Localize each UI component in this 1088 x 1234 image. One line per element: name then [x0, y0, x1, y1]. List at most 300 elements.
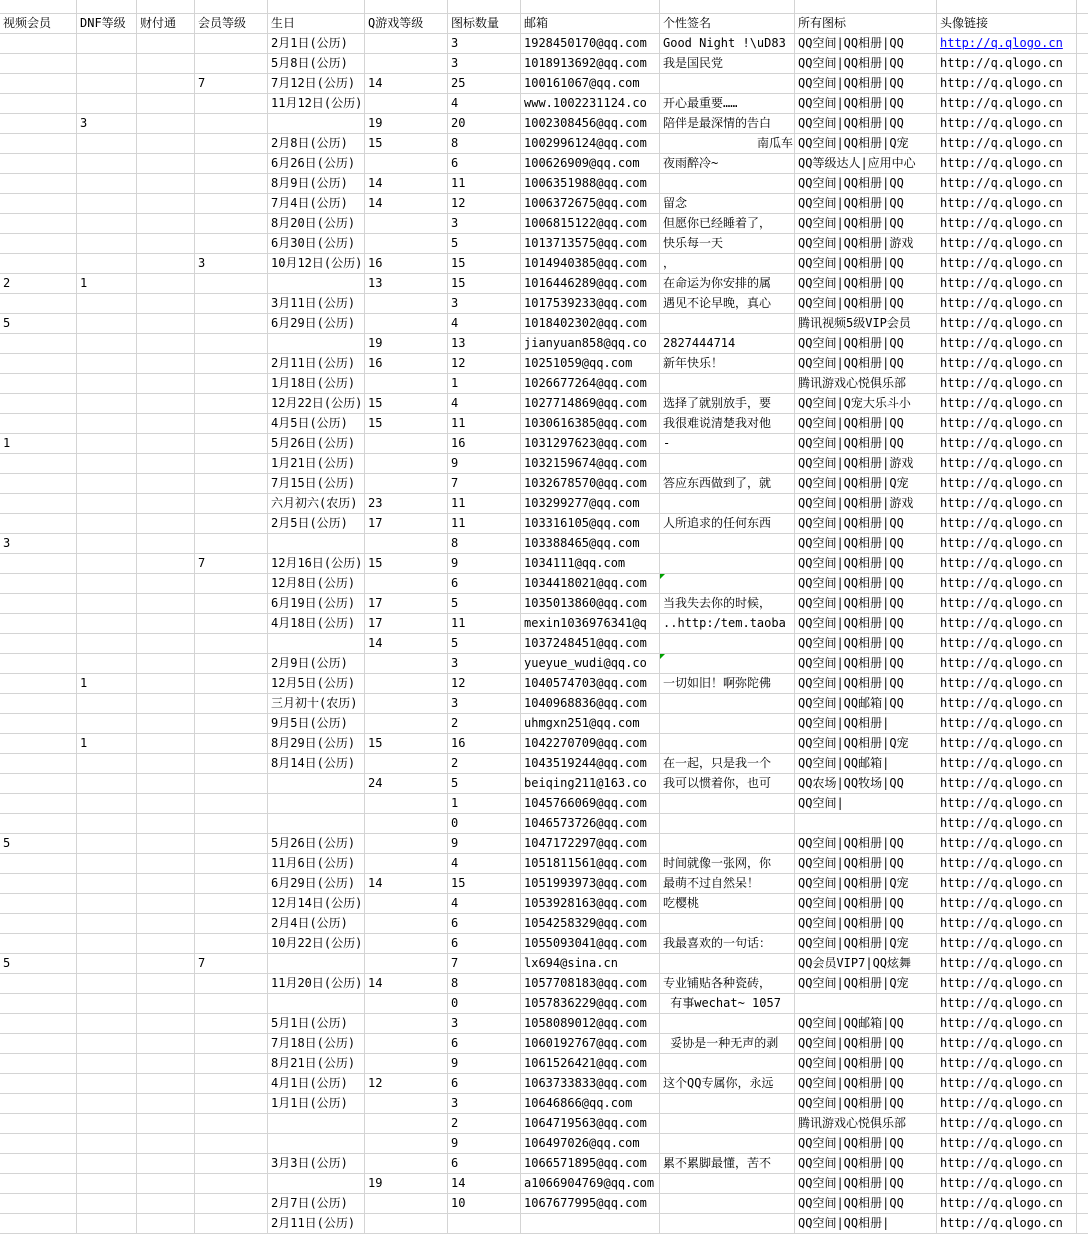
cell-email[interactable]: www.1002231124.co [521, 94, 660, 113]
cell-all-icons[interactable]: QQ空间|QQ相册|QQ [795, 1154, 937, 1173]
empty-cell-icon-count[interactable] [448, 0, 521, 13]
cell-birthday[interactable] [268, 814, 365, 833]
cell-all-icons[interactable]: QQ空间|QQ相册|QQ [795, 1194, 937, 1213]
cell-icon-count[interactable]: 2 [448, 754, 521, 773]
empty-cell-birthday[interactable] [268, 0, 365, 13]
cell-tenpay[interactable] [137, 454, 195, 473]
cell-qgame-level[interactable] [365, 1014, 448, 1033]
cell-avatar-link[interactable]: http://q.qlogo.cn [937, 434, 1077, 453]
cell-all-icons[interactable]: 腾讯视频5级VIP会员 [795, 314, 937, 333]
cell-avatar-link[interactable]: http://q.qlogo.cn [937, 654, 1077, 673]
cell-member-level[interactable] [195, 434, 268, 453]
cell-qgame-level[interactable] [365, 794, 448, 813]
column-header-member-level[interactable]: 会员等级 [195, 14, 268, 33]
cell-video-vip[interactable] [0, 294, 77, 313]
cell-signature[interactable]: 但愿你已经睡着了， [660, 214, 795, 233]
cell-video-vip[interactable] [0, 654, 77, 673]
cell-all-icons[interactable]: QQ空间|QQ相册|Q宠 [795, 874, 937, 893]
cell-avatar-link[interactable]: http://q.qlogo.cn [937, 1114, 1077, 1133]
cell-video-vip[interactable] [0, 1114, 77, 1133]
cell-member-level[interactable] [195, 654, 268, 673]
cell-signature[interactable] [660, 1014, 795, 1033]
cell-all-icons[interactable]: QQ会员VIP7|QQ炫舞 [795, 954, 937, 973]
cell-tenpay[interactable] [137, 154, 195, 173]
cell-tenpay[interactable] [137, 534, 195, 553]
cell-all-icons[interactable]: QQ空间|QQ相册|QQ [795, 1074, 937, 1093]
cell-dnf-level[interactable] [77, 554, 137, 573]
cell-dnf-level[interactable] [77, 794, 137, 813]
cell-icon-count[interactable]: 12 [448, 354, 521, 373]
cell-icon-count[interactable]: 5 [448, 594, 521, 613]
cell-video-vip[interactable] [0, 894, 77, 913]
cell-dnf-level[interactable] [77, 234, 137, 253]
cell-video-vip[interactable] [0, 74, 77, 93]
cell-birthday[interactable]: 7月12日(公历) [268, 74, 365, 93]
cell-video-vip[interactable] [0, 614, 77, 633]
cell-birthday[interactable]: 2月9日(公历) [268, 654, 365, 673]
cell-member-level[interactable] [195, 934, 268, 953]
cell-all-icons[interactable]: QQ空间| [795, 794, 937, 813]
cell-member-level[interactable] [195, 114, 268, 133]
cell-video-vip[interactable] [0, 514, 77, 533]
cell-member-level[interactable] [195, 494, 268, 513]
cell-birthday[interactable]: 六月初六(农历) [268, 494, 365, 513]
cell-icon-count[interactable]: 11 [448, 614, 521, 633]
cell-video-vip[interactable] [0, 734, 77, 753]
cell-member-level[interactable] [195, 374, 268, 393]
cell-avatar-link[interactable]: http://q.qlogo.cn [937, 294, 1077, 313]
cell-tenpay[interactable] [137, 734, 195, 753]
cell-birthday[interactable] [268, 114, 365, 133]
cell-video-vip[interactable] [0, 714, 77, 733]
cell-tenpay[interactable] [137, 594, 195, 613]
cell-qgame-level[interactable] [365, 1154, 448, 1173]
cell-signature[interactable]: 新年快乐！ [660, 354, 795, 373]
cell-member-level[interactable] [195, 414, 268, 433]
cell-member-level[interactable] [195, 1174, 268, 1193]
cell-icon-count[interactable]: 16 [448, 734, 521, 753]
cell-video-vip[interactable] [0, 54, 77, 73]
cell-tenpay[interactable] [137, 74, 195, 93]
cell-signature[interactable] [660, 1194, 795, 1213]
cell-birthday[interactable]: 4月1日(公历) [268, 1074, 365, 1093]
cell-video-vip[interactable] [0, 874, 77, 893]
cell-dnf-level[interactable] [77, 514, 137, 533]
cell-all-icons[interactable]: QQ农场|QQ牧场|QQ [795, 774, 937, 793]
cell-icon-count[interactable]: 4 [448, 94, 521, 113]
cell-all-icons[interactable]: QQ空间|QQ相册|QQ [795, 214, 937, 233]
cell-all-icons[interactable]: QQ空间|QQ相册|QQ [795, 274, 937, 293]
cell-tenpay[interactable] [137, 974, 195, 993]
cell-avatar-link[interactable]: http://q.qlogo.cn [937, 574, 1077, 593]
cell-birthday[interactable]: 2月11日(公历) [268, 1214, 365, 1233]
cell-birthday[interactable]: 2月5日(公历) [268, 514, 365, 533]
cell-dnf-level[interactable] [77, 914, 137, 933]
cell-tenpay[interactable] [137, 494, 195, 513]
cell-icon-count[interactable]: 8 [448, 134, 521, 153]
cell-birthday[interactable]: 12月22日(公历) [268, 394, 365, 413]
cell-email[interactable]: 1064719563@qq.com [521, 1114, 660, 1133]
cell-all-icons[interactable]: QQ空间|QQ相册|QQ [795, 514, 937, 533]
cell-all-icons[interactable]: QQ空间|QQ相册|QQ [795, 634, 937, 653]
cell-signature[interactable]: 遇见不论早晚，真心 [660, 294, 795, 313]
cell-birthday[interactable]: 7月18日(公历) [268, 1034, 365, 1053]
cell-icon-count[interactable]: 9 [448, 554, 521, 573]
cell-qgame-level[interactable]: 23 [365, 494, 448, 513]
cell-tenpay[interactable] [137, 114, 195, 133]
cell-tenpay[interactable] [137, 274, 195, 293]
cell-dnf-level[interactable] [77, 1054, 137, 1073]
cell-member-level[interactable] [195, 714, 268, 733]
empty-cell-tenpay[interactable] [137, 0, 195, 13]
cell-qgame-level[interactable] [365, 1134, 448, 1153]
cell-icon-count[interactable]: 9 [448, 834, 521, 853]
cell-all-icons[interactable]: QQ空间|QQ相册|QQ [795, 854, 937, 873]
cell-birthday[interactable] [268, 994, 365, 1013]
cell-video-vip[interactable]: 3 [0, 534, 77, 553]
cell-member-level[interactable]: 3 [195, 254, 268, 273]
empty-cell-qgame-level[interactable] [365, 0, 448, 13]
cell-dnf-level[interactable] [77, 1114, 137, 1133]
cell-qgame-level[interactable]: 16 [365, 254, 448, 273]
cell-all-icons[interactable]: QQ空间|QQ相册|QQ [795, 1094, 937, 1113]
cell-all-icons[interactable]: QQ空间|QQ相册|QQ [795, 1174, 937, 1193]
cell-icon-count[interactable]: 3 [448, 694, 521, 713]
cell-video-vip[interactable] [0, 1174, 77, 1193]
cell-tenpay[interactable] [137, 354, 195, 373]
cell-birthday[interactable]: 10月22日(公历) [268, 934, 365, 953]
cell-tenpay[interactable] [137, 1114, 195, 1133]
cell-qgame-level[interactable]: 15 [365, 734, 448, 753]
cell-email[interactable]: 1057836229@qq.com [521, 994, 660, 1013]
cell-video-vip[interactable] [0, 1054, 77, 1073]
cell-tenpay[interactable] [137, 234, 195, 253]
cell-tenpay[interactable] [137, 314, 195, 333]
cell-email[interactable]: 1035013860@qq.com [521, 594, 660, 613]
cell-qgame-level[interactable] [365, 374, 448, 393]
cell-icon-count[interactable]: 11 [448, 414, 521, 433]
cell-birthday[interactable]: 10月12日(公历) [268, 254, 365, 273]
cell-member-level[interactable] [195, 694, 268, 713]
cell-dnf-level[interactable] [77, 534, 137, 553]
cell-video-vip[interactable] [0, 154, 77, 173]
cell-video-vip[interactable] [0, 914, 77, 933]
cell-avatar-link[interactable]: http://q.qlogo.cn [937, 314, 1077, 333]
cell-email[interactable]: 1043519244@qq.com [521, 754, 660, 773]
cell-signature[interactable]: 时间就像一张网，你 [660, 854, 795, 873]
cell-video-vip[interactable] [0, 814, 77, 833]
cell-video-vip[interactable] [0, 394, 77, 413]
cell-member-level[interactable] [195, 634, 268, 653]
cell-qgame-level[interactable] [365, 234, 448, 253]
empty-cell-all-icons[interactable] [795, 0, 937, 13]
cell-all-icons[interactable]: 腾讯游戏心悦俱乐部 [795, 1114, 937, 1133]
cell-avatar-link[interactable]: http://q.qlogo.cn [937, 74, 1077, 93]
cell-all-icons[interactable]: QQ空间|QQ相册|QQ [795, 534, 937, 553]
cell-birthday[interactable] [268, 334, 365, 353]
cell-member-level[interactable] [195, 874, 268, 893]
cell-member-level[interactable] [195, 174, 268, 193]
cell-video-vip[interactable] [0, 234, 77, 253]
cell-tenpay[interactable] [137, 134, 195, 153]
cell-dnf-level[interactable] [77, 614, 137, 633]
cell-member-level[interactable] [195, 534, 268, 553]
cell-video-vip[interactable] [0, 554, 77, 573]
cell-video-vip[interactable] [0, 974, 77, 993]
cell-signature[interactable]: 留念 [660, 194, 795, 213]
cell-birthday[interactable] [268, 534, 365, 553]
cell-email[interactable]: 1034418021@qq.com [521, 574, 660, 593]
cell-video-vip[interactable] [0, 214, 77, 233]
cell-avatar-link[interactable]: http://q.qlogo.cn [937, 534, 1077, 553]
cell-email[interactable]: 1002996124@qq.com [521, 134, 660, 153]
cell-birthday[interactable]: 9月5日(公历) [268, 714, 365, 733]
cell-dnf-level[interactable] [77, 194, 137, 213]
cell-qgame-level[interactable] [365, 534, 448, 553]
cell-video-vip[interactable] [0, 1074, 77, 1093]
cell-tenpay[interactable] [137, 814, 195, 833]
cell-all-icons[interactable]: QQ空间|QQ相册|QQ [795, 914, 937, 933]
cell-all-icons[interactable]: QQ空间|QQ相册|Q宠 [795, 934, 937, 953]
cell-member-level[interactable] [195, 814, 268, 833]
cell-video-vip[interactable] [0, 474, 77, 493]
cell-email[interactable]: 1016446289@qq.com [521, 274, 660, 293]
cell-qgame-level[interactable] [365, 814, 448, 833]
cell-video-vip[interactable] [0, 574, 77, 593]
cell-qgame-level[interactable]: 19 [365, 114, 448, 133]
cell-signature[interactable] [660, 1094, 795, 1113]
cell-email[interactable]: 1017539233@qq.com [521, 294, 660, 313]
cell-birthday[interactable]: 3月11日(公历) [268, 294, 365, 313]
column-header-avatar-link[interactable]: 头像链接 [937, 14, 1077, 33]
cell-tenpay[interactable] [137, 54, 195, 73]
cell-avatar-link[interactable]: http://q.qlogo.cn [937, 714, 1077, 733]
cell-icon-count[interactable]: 9 [448, 1054, 521, 1073]
cell-member-level[interactable]: 7 [195, 74, 268, 93]
cell-member-level[interactable] [195, 154, 268, 173]
cell-tenpay[interactable] [137, 914, 195, 933]
cell-signature[interactable] [660, 954, 795, 973]
cell-member-level[interactable]: 7 [195, 954, 268, 973]
cell-dnf-level[interactable] [77, 394, 137, 413]
cell-member-level[interactable] [195, 314, 268, 333]
column-header-qgame-level[interactable]: Q游戏等级 [365, 14, 448, 33]
cell-birthday[interactable]: 4月5日(公历) [268, 414, 365, 433]
cell-signature[interactable]: 当我失去你的时候， [660, 594, 795, 613]
cell-all-icons[interactable]: QQ空间|QQ相册|QQ [795, 74, 937, 93]
cell-tenpay[interactable] [137, 854, 195, 873]
cell-dnf-level[interactable] [77, 334, 137, 353]
cell-email[interactable]: lx694@sina.cn [521, 954, 660, 973]
cell-dnf-level[interactable] [77, 54, 137, 73]
cell-video-vip[interactable] [0, 174, 77, 193]
cell-tenpay[interactable] [137, 714, 195, 733]
cell-video-vip[interactable] [0, 334, 77, 353]
cell-qgame-level[interactable] [365, 294, 448, 313]
cell-all-icons[interactable]: QQ空间|QQ相册|QQ [795, 414, 937, 433]
cell-tenpay[interactable] [137, 34, 195, 53]
cell-email[interactable]: 106497026@qq.com [521, 1134, 660, 1153]
cell-all-icons[interactable]: QQ空间|QQ相册|QQ [795, 834, 937, 853]
cell-qgame-level[interactable]: 13 [365, 274, 448, 293]
cell-dnf-level[interactable]: 1 [77, 674, 137, 693]
cell-signature[interactable]: 这个QQ专属你，永远 [660, 1074, 795, 1093]
cell-icon-count[interactable]: 5 [448, 634, 521, 653]
cell-avatar-link[interactable]: http://q.qlogo.cn [937, 194, 1077, 213]
cell-icon-count[interactable]: 3 [448, 1094, 521, 1113]
cell-qgame-level[interactable]: 14 [365, 974, 448, 993]
cell-tenpay[interactable] [137, 834, 195, 853]
cell-email[interactable]: 1051811561@qq.com [521, 854, 660, 873]
cell-avatar-link[interactable]: http://q.qlogo.cn [937, 414, 1077, 433]
cell-tenpay[interactable] [137, 874, 195, 893]
cell-birthday[interactable]: 12月16日(公历) [268, 554, 365, 573]
cell-birthday[interactable]: 7月15日(公历) [268, 474, 365, 493]
cell-signature[interactable]: 开心最重要…… [660, 94, 795, 113]
cell-signature[interactable] [660, 534, 795, 553]
cell-all-icons[interactable]: QQ空间|QQ相册|游戏 [795, 494, 937, 513]
cell-dnf-level[interactable] [77, 894, 137, 913]
cell-birthday[interactable]: 3月3日(公历) [268, 1154, 365, 1173]
cell-avatar-link[interactable]: http://q.qlogo.cn [937, 94, 1077, 113]
cell-signature[interactable] [660, 1214, 795, 1233]
cell-avatar-link[interactable]: http://q.qlogo.cn [937, 1014, 1077, 1033]
cell-birthday[interactable]: 8月21日(公历) [268, 1054, 365, 1073]
cell-avatar-link[interactable]: http://q.qlogo.cn [937, 254, 1077, 273]
cell-qgame-level[interactable] [365, 914, 448, 933]
cell-icon-count[interactable]: 11 [448, 514, 521, 533]
cell-member-level[interactable] [195, 1134, 268, 1153]
cell-avatar-link[interactable]: http://q.qlogo.cn [937, 874, 1077, 893]
empty-cell-email[interactable] [521, 0, 660, 13]
cell-signature[interactable] [660, 314, 795, 333]
column-header-email[interactable]: 邮箱 [521, 14, 660, 33]
cell-signature[interactable]: 人所追求的任何东西 [660, 514, 795, 533]
cell-dnf-level[interactable] [77, 954, 137, 973]
cell-signature[interactable]: 夜雨醉冷~ [660, 154, 795, 173]
cell-icon-count[interactable]: 4 [448, 894, 521, 913]
cell-member-level[interactable] [195, 454, 268, 473]
cell-signature[interactable] [660, 74, 795, 93]
cell-dnf-level[interactable] [77, 154, 137, 173]
cell-member-level[interactable] [195, 354, 268, 373]
cell-all-icons[interactable]: QQ空间|QQ相册|QQ [795, 1054, 937, 1073]
cell-qgame-level[interactable] [365, 54, 448, 73]
cell-email[interactable]: beiqing211@163.co [521, 774, 660, 793]
cell-email[interactable]: 1018913692@qq.com [521, 54, 660, 73]
column-header-signature[interactable]: 个性签名 [660, 14, 795, 33]
cell-email[interactable]: 103299277@qq.com [521, 494, 660, 513]
cell-video-vip[interactable] [0, 674, 77, 693]
cell-member-level[interactable] [195, 1214, 268, 1233]
cell-tenpay[interactable] [137, 394, 195, 413]
cell-icon-count[interactable]: 1 [448, 374, 521, 393]
cell-email[interactable]: 1026677264@qq.com [521, 374, 660, 393]
cell-all-icons[interactable]: QQ空间|QQ相册|Q宠 [795, 974, 937, 993]
cell-video-vip[interactable] [0, 774, 77, 793]
cell-qgame-level[interactable] [365, 434, 448, 453]
cell-email[interactable]: yueyue_wudi@qq.co [521, 654, 660, 673]
cell-video-vip[interactable] [0, 114, 77, 133]
cell-birthday[interactable]: 6月29日(公历) [268, 314, 365, 333]
cell-email[interactable]: 10251059@qq.com [521, 354, 660, 373]
cell-tenpay[interactable] [137, 1054, 195, 1073]
cell-all-icons[interactable]: QQ空间|QQ相册|QQ [795, 54, 937, 73]
cell-qgame-level[interactable] [365, 154, 448, 173]
cell-birthday[interactable]: 4月18日(公历) [268, 614, 365, 633]
cell-icon-count[interactable]: 9 [448, 1134, 521, 1153]
cell-qgame-level[interactable]: 14 [365, 874, 448, 893]
cell-signature[interactable] [660, 794, 795, 813]
cell-birthday[interactable]: 5月26日(公历) [268, 834, 365, 853]
cell-member-level[interactable] [195, 394, 268, 413]
cell-all-icons[interactable]: QQ空间|QQ相册|QQ [795, 614, 937, 633]
cell-signature[interactable] [660, 734, 795, 753]
cell-qgame-level[interactable] [365, 454, 448, 473]
empty-cell-video-vip[interactable] [0, 0, 77, 13]
cell-member-level[interactable] [195, 994, 268, 1013]
cell-member-level[interactable] [195, 54, 268, 73]
cell-email[interactable]: 1014940385@qq.com [521, 254, 660, 273]
cell-dnf-level[interactable]: 3 [77, 114, 137, 133]
cell-qgame-level[interactable] [365, 314, 448, 333]
cell-icon-count[interactable]: 6 [448, 1034, 521, 1053]
cell-email[interactable]: 1060192767@qq.com [521, 1034, 660, 1053]
cell-signature[interactable]: 一切如旧！啊弥陀佛 [660, 674, 795, 693]
cell-email[interactable]: 1058089012@qq.com [521, 1014, 660, 1033]
cell-video-vip[interactable] [0, 1134, 77, 1153]
cell-icon-count[interactable]: 6 [448, 1154, 521, 1173]
cell-qgame-level[interactable] [365, 94, 448, 113]
cell-birthday[interactable]: 11月12日(公历) [268, 94, 365, 113]
cell-signature[interactable]: 最萌不过自然呆！ [660, 874, 795, 893]
cell-tenpay[interactable] [137, 754, 195, 773]
cell-email[interactable]: 1047172297@qq.com [521, 834, 660, 853]
cell-video-vip[interactable] [0, 34, 77, 53]
cell-email[interactable]: 1018402302@qq.com [521, 314, 660, 333]
cell-all-icons[interactable]: QQ等级达人|应用中心 [795, 154, 937, 173]
cell-icon-count[interactable]: 6 [448, 574, 521, 593]
cell-signature[interactable] [660, 1114, 795, 1133]
cell-birthday[interactable]: 1月18日(公历) [268, 374, 365, 393]
cell-all-icons[interactable]: QQ空间|QQ相册|Q宠 [795, 134, 937, 153]
cell-signature[interactable]: ..http:/tem.taoba [660, 614, 795, 633]
cell-all-icons[interactable]: QQ空间|QQ相册|QQ [795, 354, 937, 373]
cell-icon-count[interactable]: 5 [448, 774, 521, 793]
cell-signature[interactable]: - [660, 434, 795, 453]
cell-birthday[interactable]: 7月4日(公历) [268, 194, 365, 213]
cell-member-level[interactable] [195, 334, 268, 353]
cell-all-icons[interactable]: QQ空间|QQ相册|QQ [795, 434, 937, 453]
cell-tenpay[interactable] [137, 574, 195, 593]
cell-signature[interactable] [660, 654, 795, 673]
empty-cell-avatar-link[interactable] [937, 0, 1077, 13]
cell-qgame-level[interactable]: 15 [365, 414, 448, 433]
cell-icon-count[interactable]: 11 [448, 174, 521, 193]
column-header-video-vip[interactable]: 视频会员 [0, 14, 77, 33]
cell-video-vip[interactable] [0, 374, 77, 393]
cell-tenpay[interactable] [137, 294, 195, 313]
cell-dnf-level[interactable] [77, 1194, 137, 1213]
cell-avatar-link[interactable]: http://q.qlogo.cn [937, 1154, 1077, 1173]
cell-birthday[interactable]: 6月30日(公历) [268, 234, 365, 253]
cell-avatar-link[interactable]: http://q.qlogo.cn [937, 774, 1077, 793]
cell-birthday[interactable]: 2月8日(公历) [268, 134, 365, 153]
cell-icon-count[interactable]: 15 [448, 874, 521, 893]
cell-icon-count[interactable] [448, 1214, 521, 1233]
empty-cell-signature[interactable] [660, 0, 795, 13]
cell-email[interactable]: 1032159674@qq.com [521, 454, 660, 473]
